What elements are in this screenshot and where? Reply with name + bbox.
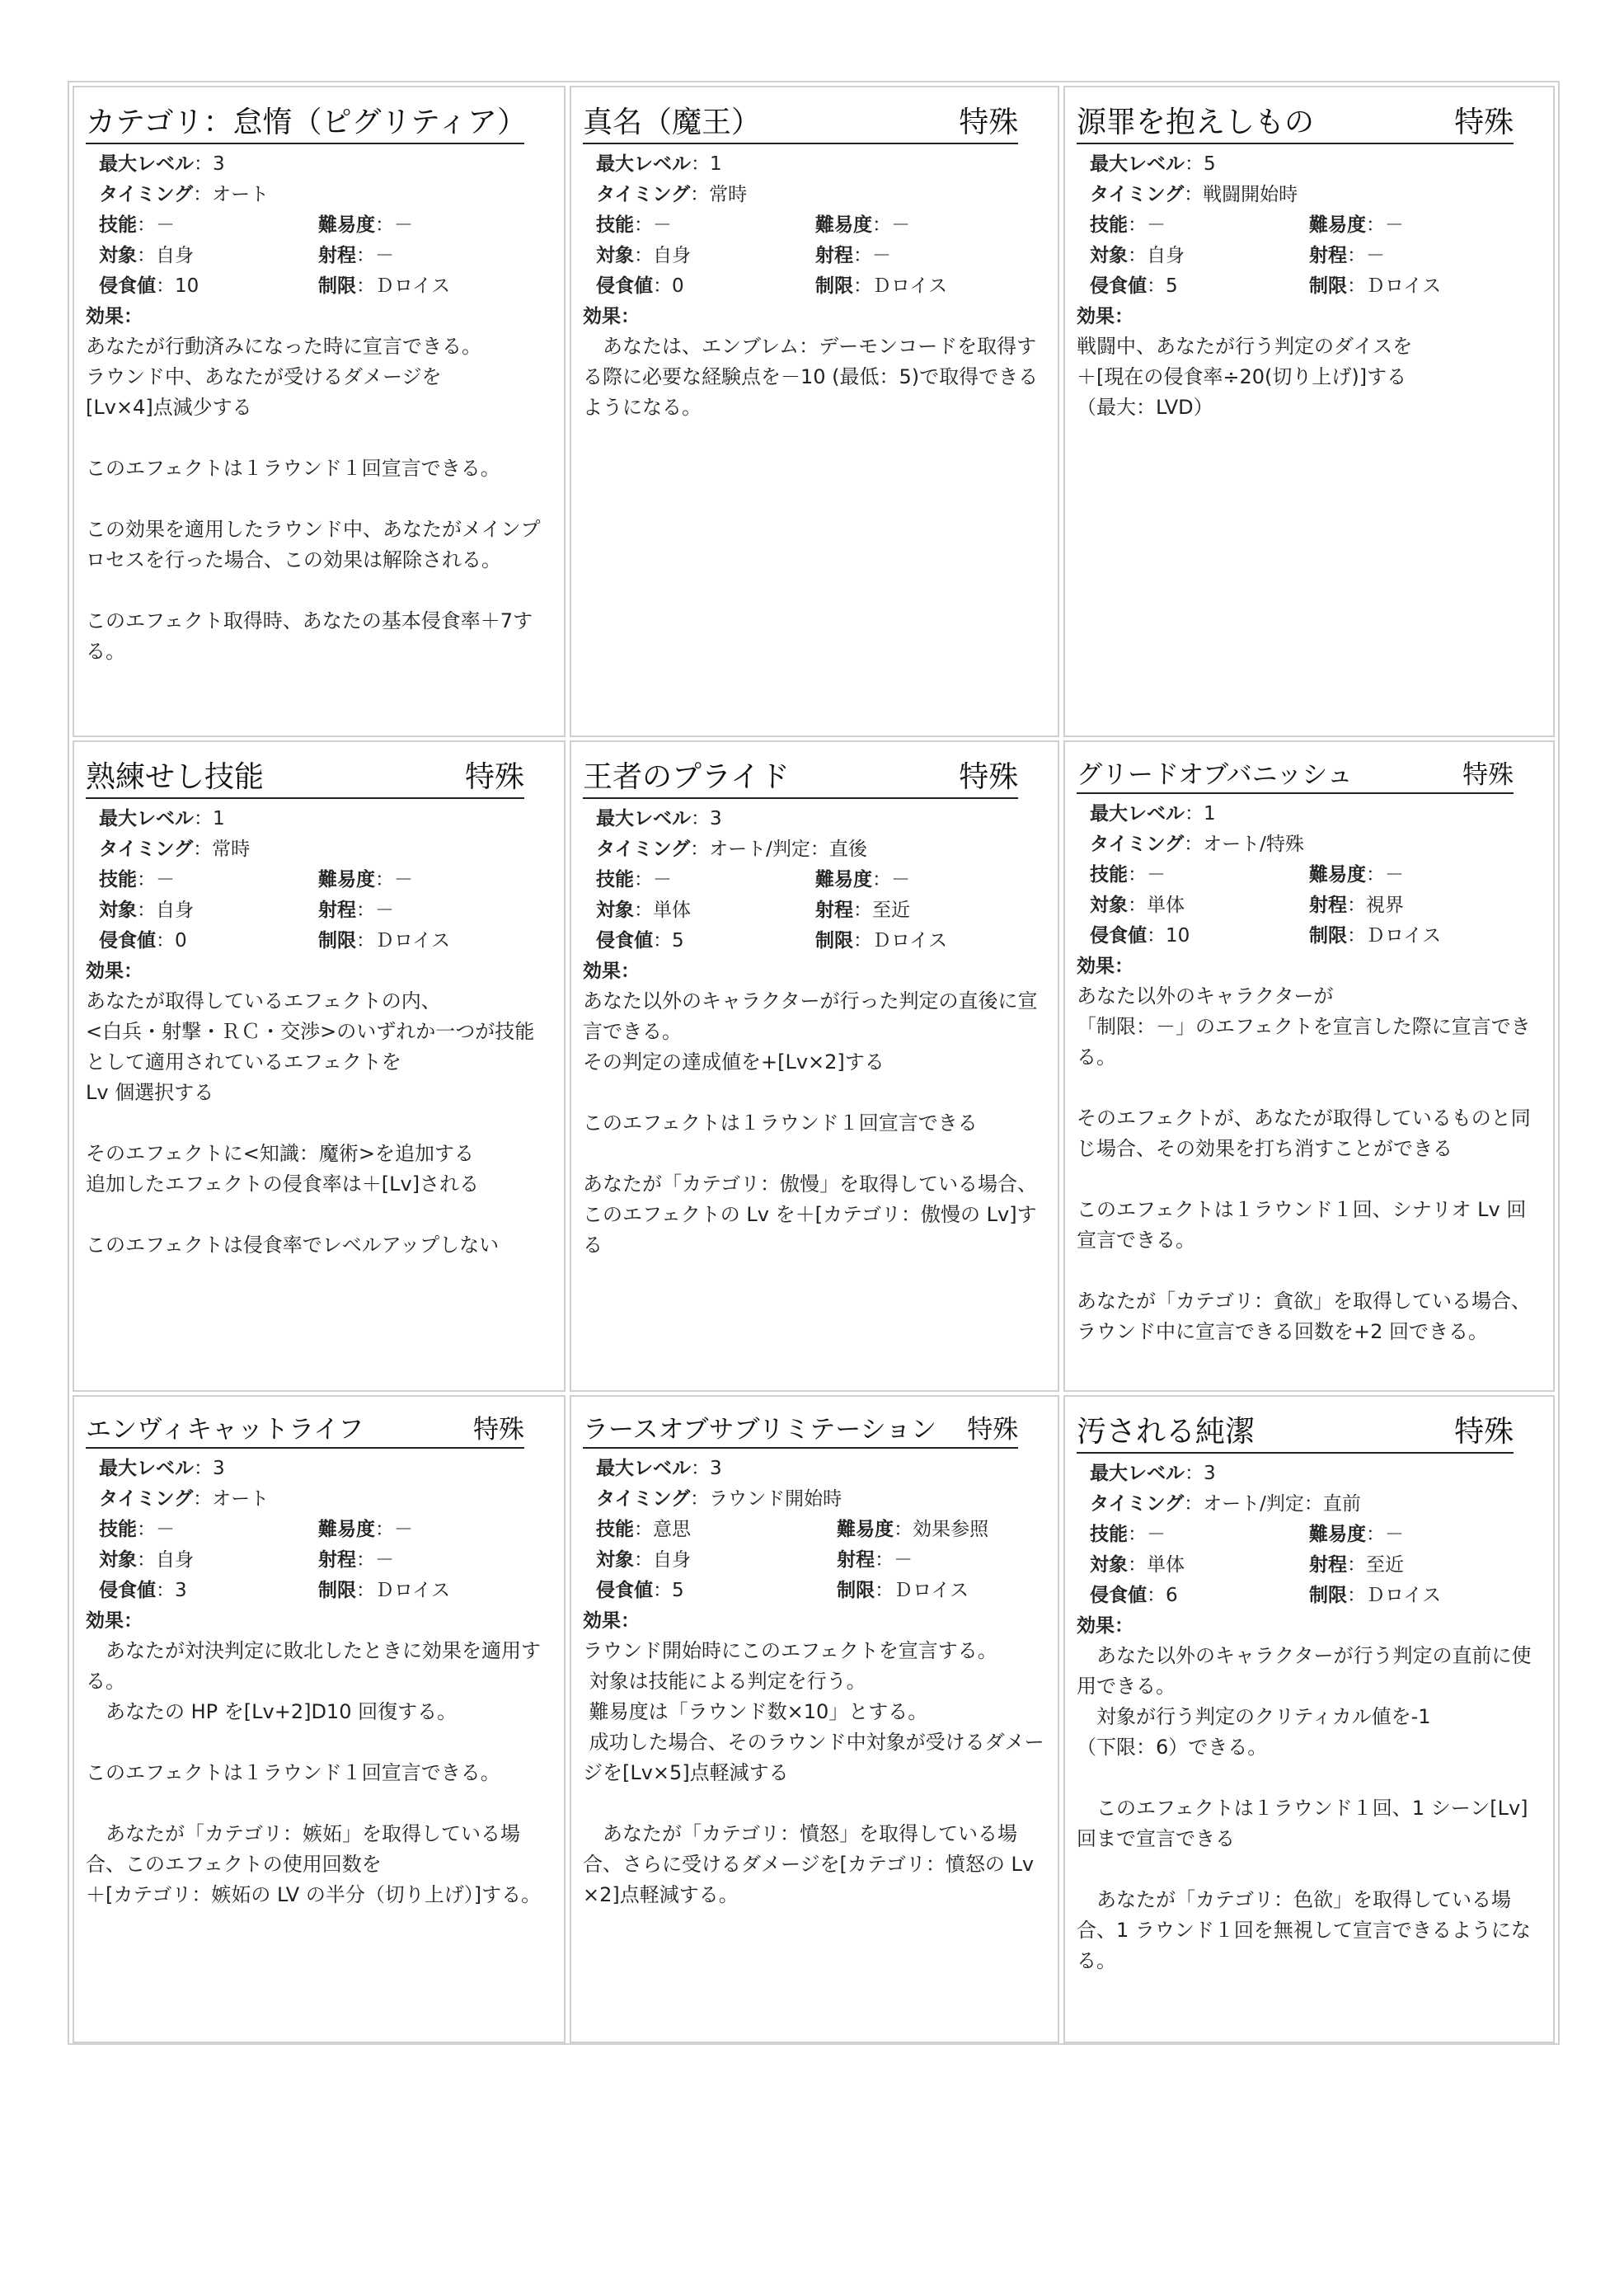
range-label: 射程 — [1309, 1554, 1347, 1576]
card-tag: 特殊 — [473, 1415, 525, 1445]
max-level-value: 3 — [213, 153, 225, 175]
range-label: 射程 — [318, 245, 356, 266]
skill-value: － — [156, 214, 175, 236]
effect-card — [570, 1395, 1059, 2043]
target-value: 自身 — [1147, 245, 1185, 266]
skill-value: － — [1147, 1524, 1166, 1545]
erosion-value: 5 — [1166, 275, 1178, 297]
skill-label: 技能 — [99, 1519, 137, 1540]
timing-value: オート/判定：直前 — [1203, 1493, 1361, 1515]
max-level-label: 最大レベル — [99, 808, 194, 829]
range-label: 射程 — [1309, 245, 1347, 266]
effect-card — [73, 86, 566, 737]
effect-label: 効果： — [86, 961, 143, 982]
card-tag: 特殊 — [959, 106, 1019, 139]
skill-label: 技能 — [99, 214, 137, 236]
max-level-label: 最大レベル — [596, 1458, 691, 1479]
range-label: 射程 — [1309, 895, 1347, 916]
difficulty-label: 難易度 — [318, 214, 375, 236]
timing-label: タイミング — [1090, 834, 1185, 855]
card-stats: 最大レベル：3 タイミング：オート/判定：直前 技能：－ 難易度：－ 対象：単体 射程：至近 侵食値：6 制限：Ｄロイス — [1090, 1463, 1442, 1606]
effect-text: あなたが対決判定に敗北したときに効果を適用する。 あなたの HP を[Lv+2]D10 回復する。 このエフェクトは１ラウンド１回宣言できる。 あなたが「カテゴリ：嫉妬」を取得している場合、このエフェクトの使用回数を ＋[カテゴリ：嫉妬の LV の半分（切り上げ）]する。 — [86, 1639, 542, 1906]
limit-value: Ｄロイス — [1366, 925, 1442, 947]
range-value: － — [375, 900, 394, 921]
card-title — [86, 754, 524, 799]
erosion-value: 0 — [672, 275, 684, 297]
card-stats: 最大レベル：1 タイミング：オート/特殊 技能：－ 難易度：－ 対象：単体 射程：視界 侵食値：10 制限：Ｄロイス — [1090, 803, 1442, 947]
limit-label: 制限 — [1309, 275, 1347, 297]
timing-label: タイミング — [1090, 1493, 1185, 1515]
max-level-value: 3 — [710, 808, 722, 829]
difficulty-value: － — [1385, 864, 1404, 886]
effect-text: ラウンド開始時にこのエフェクトを宣言する。 対象は技能による判定を行う。 難易度は「ラウンド数×10」とする。 成功した場合、そのラウンド中対象が受けるダメージを[Lv×5]点軽減する あなたが「カテゴリ：憤怒」を取得している場合、さらに受けるダメージを[カテゴリ：憤怒の Lv×2]点軽減する。 — [583, 1639, 1044, 1906]
target-label: 対象 — [99, 900, 137, 921]
range-label: 射程 — [815, 900, 853, 921]
timing-label: タイミング — [99, 184, 194, 205]
card-name: カテゴリ：怠惰（ピグリティア） — [86, 106, 527, 139]
timing-value: 戦闘開始時 — [1203, 184, 1298, 205]
difficulty-label: 難易度 — [1309, 1524, 1366, 1545]
card-title — [86, 99, 527, 144]
card-stats: 最大レベル：1 タイミング：常時 技能：－ 難易度：－ 対象：自身 射程：－ 侵食値：0 制限：Ｄロイス — [596, 153, 948, 297]
effect-card — [1063, 1395, 1555, 2043]
difficulty-value: － — [394, 869, 413, 890]
max-level-value: 5 — [1204, 153, 1216, 175]
target-value: 自身 — [653, 1549, 691, 1571]
max-level-value: 1 — [213, 808, 225, 829]
timing-label: タイミング — [1090, 184, 1185, 205]
max-level-value: 3 — [1204, 1463, 1216, 1484]
card-grid — [73, 86, 1555, 2040]
timing-value: オート/特殊 — [1203, 834, 1304, 855]
card-name: 熟練せし技能 — [86, 760, 265, 794]
effect-label: 効果： — [1077, 306, 1134, 327]
erosion-label: 侵食値 — [1090, 275, 1147, 297]
effect-label: 効果： — [583, 961, 640, 982]
effect-text: あなたが行動済みになった時に宣言できる。 ラウンド中、あなたが受けるダメージを [Lv×4]点減少する このエフェクトは１ラウンド１回宣言できる。 この効果を適用したラウンド中、あなたがメインプロセスを行った場合、この効果は解除される。 このエフェクト取得時、あなたの基本侵食率＋7する。 — [86, 335, 541, 663]
card-title — [1077, 754, 1514, 794]
max-level-value: 3 — [710, 1458, 722, 1479]
target-value: 単体 — [1147, 1554, 1185, 1576]
effect-label: 効果： — [1077, 1615, 1134, 1637]
effect-text: あなたが取得しているエフェクトの内、 <白兵・射撃・ＲＣ・交渉>のいずれか一つが技能として適用されているエフェクトを Lv 個選択する そのエフェクトに<知識：魔術>を追加する 追加したエフェクトの侵食率は＋[Lv]される このエフェクトは侵食率でレベルアップしない — [86, 989, 535, 1257]
target-value: 単体 — [653, 900, 691, 921]
range-label: 射程 — [815, 245, 853, 266]
limit-value: Ｄロイス — [375, 275, 451, 297]
difficulty-label: 難易度 — [318, 1519, 375, 1540]
card-name: 源罪を抱えしもの — [1077, 106, 1315, 139]
max-level-label: 最大レベル — [596, 153, 691, 175]
effect-text: あなたは、エンブレム：デーモンコードを取得する際に必要な経験点を－10 (最低：5)で取得できるようになる。 — [583, 335, 1039, 419]
effect-text: あなた以外のキャラクターが行った判定の直後に宣言できる。 その判定の達成値を+[Lv×2]する このエフェクトは１ラウンド１回宣言できる あなたが「カテゴリ：傲慢」を取得している場合、このエフェクトの Lv を＋[カテゴリ：傲慢の Lv]する — [583, 989, 1038, 1257]
max-level-value: 1 — [710, 153, 722, 175]
limit-label: 制限 — [1309, 1585, 1347, 1606]
erosion-value: 6 — [1166, 1585, 1178, 1606]
card-stats: 最大レベル：3 タイミング：オート/判定：直後 技能：－ 難易度：－ 対象：単体 射程：至近 侵食値：5 制限：Ｄロイス — [596, 808, 948, 952]
card-title — [583, 1408, 1018, 1449]
target-value: 自身 — [156, 245, 194, 266]
effect-text: あなた以外のキャラクターが行う判定の直前に使用できる。 対象が行う判定のクリティカル値を-1 （下限：6）できる。 このエフェクトは１ラウンド１回、1 シーン[Lv]回まで宣言できる あなたが「カテゴリ：色欲」を取得している場合、1 ラウンド１回を無視して宣言できるようになる。 — [1077, 1644, 1532, 1972]
max-level-label: 最大レベル — [1090, 803, 1185, 825]
max-level-label: 最大レベル — [99, 1458, 194, 1479]
effect-card — [1063, 86, 1555, 737]
card-tag: 特殊 — [1454, 106, 1514, 139]
limit-label: 制限 — [1309, 925, 1347, 947]
difficulty-label: 難易度 — [837, 1519, 894, 1540]
card-title — [583, 754, 1018, 799]
limit-value: Ｄロイス — [872, 275, 948, 297]
erosion-value: 5 — [672, 930, 684, 952]
difficulty-value: － — [394, 1519, 413, 1540]
erosion-label: 侵食値 — [1090, 925, 1147, 947]
max-level-value: 3 — [213, 1458, 225, 1479]
skill-value: － — [1147, 864, 1166, 886]
effect-sheet — [68, 81, 1560, 2045]
target-label: 対象 — [99, 1549, 137, 1571]
erosion-value: 10 — [175, 275, 199, 297]
skill-value: － — [653, 214, 672, 236]
card-name: グリードオブバニッシュ — [1077, 760, 1353, 790]
range-label: 射程 — [318, 900, 356, 921]
difficulty-label: 難易度 — [1309, 864, 1366, 886]
card-name: エンヴィキャットライフ — [86, 1415, 364, 1445]
limit-label: 制限 — [318, 1580, 356, 1601]
target-label: 対象 — [1090, 1554, 1128, 1576]
timing-label: タイミング — [99, 1488, 194, 1510]
timing-value: オート/判定：直後 — [709, 839, 867, 860]
difficulty-value: － — [891, 214, 910, 236]
card-stats: 最大レベル：3 タイミング：オート 技能：－ 難易度：－ 対象：自身 射程：－ 侵食値：10 制限：Ｄロイス — [99, 153, 451, 297]
target-label: 対象 — [596, 900, 634, 921]
effect-label: 効果： — [583, 306, 640, 327]
target-value: 単体 — [1147, 895, 1185, 916]
timing-label: タイミング — [99, 839, 194, 860]
timing-value: 常時 — [709, 184, 748, 205]
max-level-value: 1 — [1204, 803, 1216, 825]
skill-value: － — [156, 1519, 175, 1540]
range-value: － — [375, 245, 394, 266]
card-tag: 特殊 — [967, 1415, 1019, 1445]
target-value: 自身 — [653, 245, 691, 266]
target-label: 対象 — [1090, 895, 1128, 916]
card-name: 汚される純潔 — [1077, 1415, 1256, 1449]
limit-value: Ｄロイス — [375, 930, 451, 952]
card-title — [86, 1408, 524, 1449]
card-stats: 最大レベル：3 タイミング：オート 技能：－ 難易度：－ 対象：自身 射程：－ 侵食値：3 制限：Ｄロイス — [99, 1458, 451, 1601]
timing-value: ラウンド開始時 — [709, 1488, 843, 1510]
effect-text: あなた以外のキャラクターが 「制限：－」のエフェクトを宣言した際に宣言できる。 そのエフェクトが、あなたが取得しているものと同じ場合、その効果を打ち消すことができる このエフェクトは１ラウンド１回、シナリオ Lv 回宣言できる。 あなたが「カテゴリ：貪欲」を取得している場合、ラウンド中に宣言できる回数を+2 回できる。 — [1077, 984, 1532, 1343]
limit-value: Ｄロイス — [894, 1580, 969, 1601]
card-tag: 特殊 — [959, 760, 1019, 794]
timing-value: 常時 — [212, 839, 251, 860]
skill-value: － — [653, 869, 672, 890]
skill-value: 意思 — [653, 1519, 691, 1540]
target-label: 対象 — [1090, 245, 1128, 266]
effect-label: 効果： — [583, 1610, 640, 1632]
skill-value: － — [156, 869, 175, 890]
range-value: 至近 — [1366, 1554, 1404, 1576]
limit-label: 制限 — [318, 930, 356, 952]
card-tag: 特殊 — [1462, 760, 1514, 790]
target-value: 自身 — [156, 1549, 194, 1571]
card-title — [583, 99, 1018, 144]
timing-label: タイミング — [596, 184, 691, 205]
erosion-label: 侵食値 — [596, 275, 653, 297]
skill-label: 技能 — [1090, 864, 1128, 886]
effect-label: 効果： — [86, 1610, 143, 1632]
effect-card — [73, 740, 566, 1392]
effect-card — [73, 1395, 566, 2043]
max-level-label: 最大レベル — [1090, 153, 1185, 175]
skill-label: 技能 — [1090, 214, 1128, 236]
erosion-label: 侵食値 — [596, 930, 653, 952]
skill-value: － — [1147, 214, 1166, 236]
effect-label: 効果： — [86, 306, 143, 327]
target-value: 自身 — [156, 900, 194, 921]
card-title — [1077, 99, 1514, 144]
card-title — [1077, 1408, 1514, 1454]
limit-value: Ｄロイス — [375, 1580, 451, 1601]
range-value: 至近 — [872, 900, 910, 921]
timing-label: タイミング — [596, 839, 691, 860]
limit-value: Ｄロイス — [1366, 275, 1442, 297]
target-label: 対象 — [99, 245, 137, 266]
erosion-value: 0 — [175, 930, 187, 952]
erosion-label: 侵食値 — [99, 930, 156, 952]
difficulty-value: 効果参照 — [913, 1519, 989, 1540]
limit-label: 制限 — [815, 275, 853, 297]
erosion-value: 10 — [1166, 925, 1190, 947]
effect-label: 効果： — [1077, 956, 1134, 977]
effect-text: 戦闘中、あなたが行う判定のダイスを ＋[現在の侵食率÷20(切り上げ)]する （最大：LVD） — [1077, 335, 1413, 419]
difficulty-value: － — [394, 214, 413, 236]
difficulty-label: 難易度 — [318, 869, 375, 890]
timing-value: オート — [212, 1488, 270, 1510]
erosion-label: 侵食値 — [99, 1580, 156, 1601]
skill-label: 技能 — [596, 869, 634, 890]
skill-label: 技能 — [596, 1519, 634, 1540]
range-value: － — [894, 1549, 913, 1571]
limit-label: 制限 — [837, 1580, 875, 1601]
difficulty-label: 難易度 — [815, 214, 872, 236]
timing-label: タイミング — [596, 1488, 691, 1510]
card-name: 真名（魔王） — [583, 106, 762, 139]
erosion-label: 侵食値 — [99, 275, 156, 297]
skill-label: 技能 — [596, 214, 634, 236]
range-value: － — [872, 245, 891, 266]
difficulty-value: － — [891, 869, 910, 890]
range-value: 視界 — [1366, 895, 1404, 916]
card-tag: 特殊 — [465, 760, 525, 794]
target-label: 対象 — [596, 245, 634, 266]
card-name: ラースオブサブリミテーション — [583, 1415, 937, 1445]
range-value: － — [1366, 245, 1385, 266]
erosion-label: 侵食値 — [1090, 1585, 1147, 1606]
card-tag: 特殊 — [1454, 1415, 1514, 1449]
difficulty-value: － — [1385, 214, 1404, 236]
effect-card — [570, 86, 1059, 737]
max-level-label: 最大レベル — [1090, 1463, 1185, 1484]
max-level-label: 最大レベル — [99, 153, 194, 175]
timing-value: オート — [212, 184, 270, 205]
limit-value: Ｄロイス — [1366, 1585, 1442, 1606]
range-value: － — [375, 1549, 394, 1571]
target-label: 対象 — [596, 1549, 634, 1571]
limit-label: 制限 — [815, 930, 853, 952]
effect-card — [1063, 740, 1555, 1392]
difficulty-label: 難易度 — [1309, 214, 1366, 236]
range-label: 射程 — [837, 1549, 875, 1571]
range-label: 射程 — [318, 1549, 356, 1571]
card-stats: 最大レベル：3 タイミング：ラウンド開始時 技能：意思 難易度：効果参照 対象：自身 射程：－ 侵食値：5 制限：Ｄロイス — [596, 1458, 989, 1601]
limit-value: Ｄロイス — [872, 930, 948, 952]
skill-label: 技能 — [1090, 1524, 1128, 1545]
limit-label: 制限 — [318, 275, 356, 297]
card-stats: 最大レベル：5 タイミング：戦闘開始時 技能：－ 難易度：－ 対象：自身 射程：－ 侵食値：5 制限：Ｄロイス — [1090, 153, 1442, 297]
difficulty-label: 難易度 — [815, 869, 872, 890]
card-name: 王者のプライド — [583, 760, 790, 794]
skill-label: 技能 — [99, 869, 137, 890]
erosion-value: 5 — [672, 1580, 684, 1601]
difficulty-value: － — [1385, 1524, 1404, 1545]
erosion-value: 3 — [175, 1580, 187, 1601]
card-stats: 最大レベル：1 タイミング：常時 技能：－ 難易度：－ 対象：自身 射程：－ 侵食値：0 制限：Ｄロイス — [99, 808, 451, 952]
max-level-label: 最大レベル — [596, 808, 691, 829]
effect-card — [570, 740, 1059, 1392]
erosion-label: 侵食値 — [596, 1580, 653, 1601]
